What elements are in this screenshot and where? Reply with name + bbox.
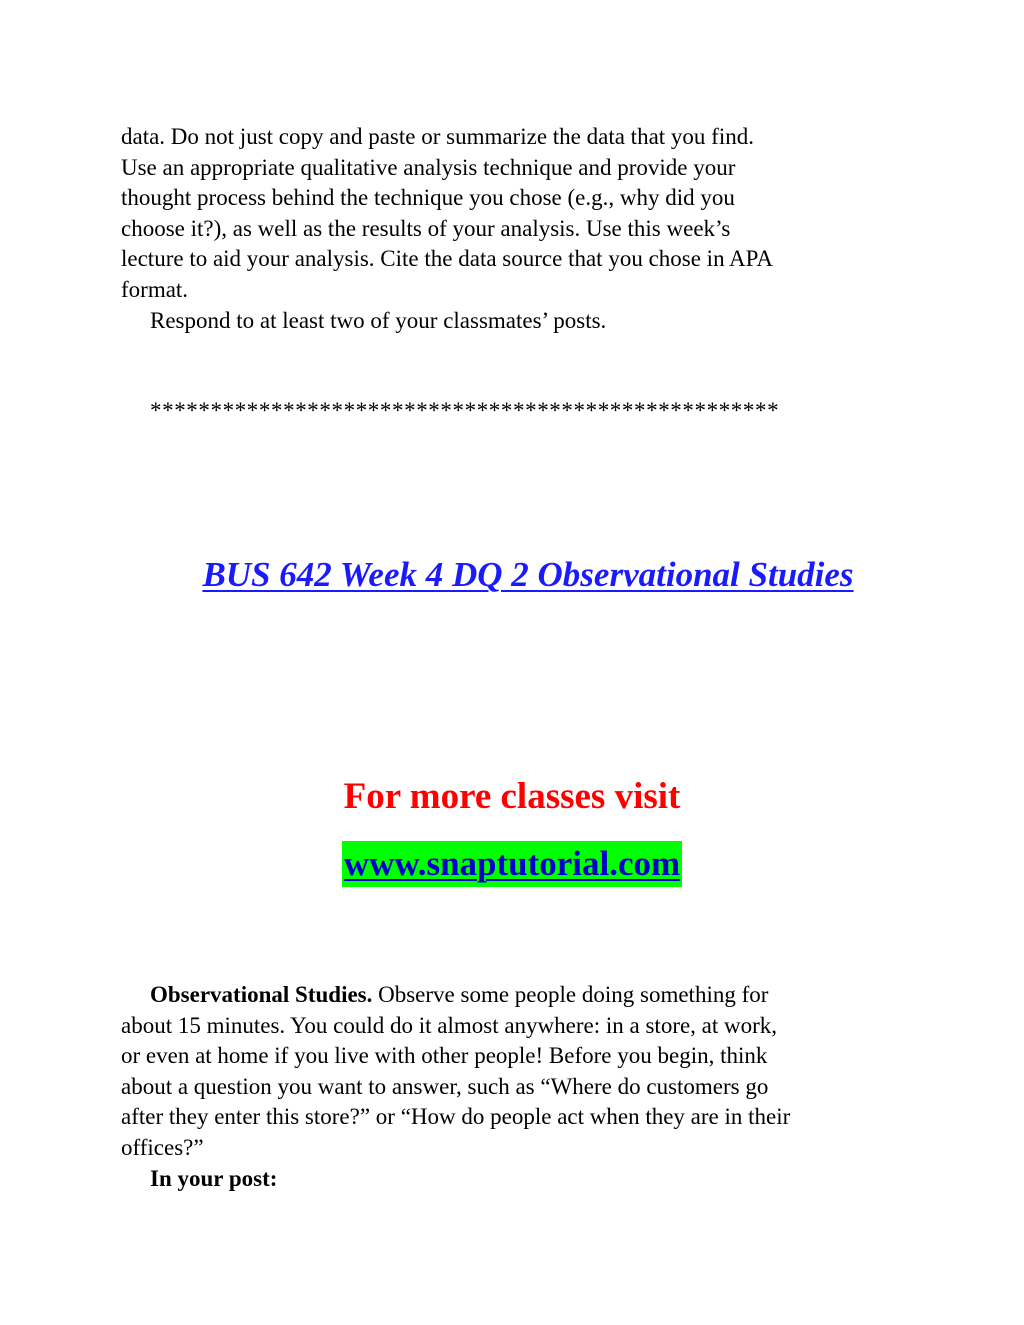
intro-line: format. [121, 276, 189, 302]
intro-line: choose it?), as well as the results of your analysis. Use this week’s [121, 215, 731, 241]
observational-line: about 15 minutes. You could do it almost anywhere: in a store, at work, [121, 1012, 778, 1038]
intro-line: thought process behind the technique you chose (e.g., why did you [121, 185, 735, 211]
course-heading-link[interactable] [0, 552, 1024, 598]
observational-line: after they enter this store?” or “How do people act when they are in their [121, 1104, 791, 1130]
in-your-post-label: In your post: [150, 1165, 278, 1191]
intro-line: lecture to aid your analysis. Cite the data source that you chose in APA [121, 246, 773, 272]
intro-line: data. Do not just copy and paste or summarize the data that you find. [121, 124, 754, 149]
observational-line: offices?” [121, 1134, 204, 1160]
intro-line: Use an appropriate qualitative analysis technique and provide your [121, 154, 736, 180]
observational-paragraph [121, 980, 911, 1194]
observational-lead: Observational Studies. [150, 982, 373, 1007]
intro-paragraph [121, 122, 911, 336]
course-heading-text[interactable]: BUS 642 Week 4 DQ 2 Observational Studies [202, 555, 854, 594]
in-your-post-heading [121, 1164, 911, 1195]
snaptutorial-link[interactable]: www.snaptutorial.com [342, 841, 682, 887]
observational-first-line [121, 980, 911, 1011]
asterisk-separator: **************************************************** [150, 398, 780, 423]
observational-line: about a question you want to answer, such as “Where do customers go [121, 1073, 769, 1099]
promo-site-container [0, 841, 1024, 887]
respond-instruction: Respond to at least two of your classmates’ posts. [150, 307, 607, 333]
promo-visit-text: For more classes visit [343, 776, 681, 817]
observational-line: or even at home if you live with other people! Before you begin, think [121, 1043, 768, 1069]
observational-first-line-text: Observe some people doing something for [372, 982, 769, 1007]
